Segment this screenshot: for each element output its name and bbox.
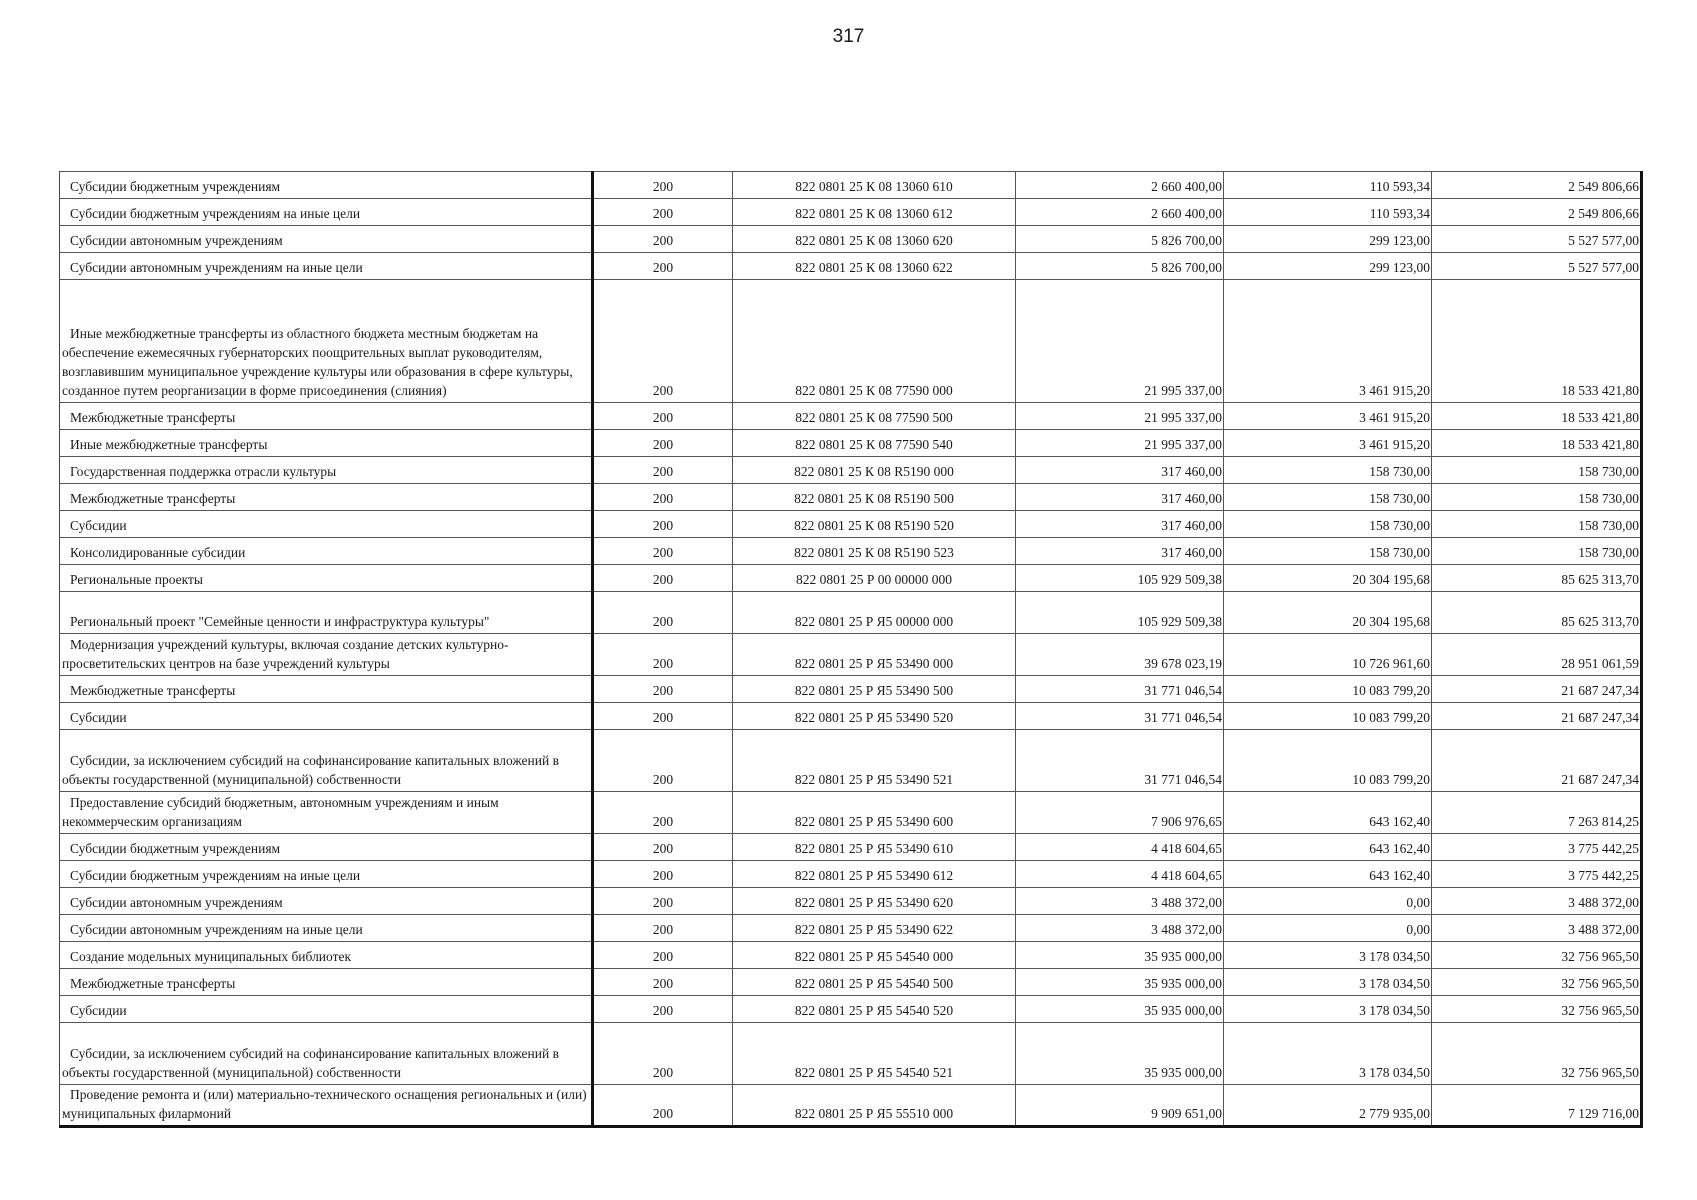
row-kbk: 822 0801 25 Р Я5 53490 520 <box>733 703 1016 730</box>
row-amount-2: 158 730,00 <box>1224 484 1432 511</box>
row-amount-3: 158 730,00 <box>1432 457 1642 484</box>
row-kbk: 822 0801 25 Р Я5 54540 521 <box>733 1023 1016 1085</box>
row-amount-3: 3 488 372,00 <box>1432 915 1642 942</box>
row-amount-1: 2 660 400,00 <box>1016 199 1224 226</box>
row-code: 200 <box>593 1023 733 1085</box>
table-row <box>60 511 1642 538</box>
row-kbk: 822 0801 25 К 08 13060 620 <box>733 226 1016 253</box>
row-name: Модернизация учреждений культуры, включая создание детских культурно-просветительских центров на базе учреждений культуры <box>60 634 593 676</box>
row-amount-3: 32 756 965,50 <box>1432 1023 1642 1085</box>
row-name: Субсидии бюджетным учреждениям <box>60 172 593 199</box>
row-name: Субсидии бюджетным учреждениям <box>60 834 593 861</box>
row-code: 200 <box>593 253 733 280</box>
row-code: 200 <box>593 792 733 834</box>
row-amount-2: 3 178 034,50 <box>1224 996 1432 1023</box>
row-name: Иные межбюджетные трансферты <box>60 430 593 457</box>
row-amount-3: 21 687 247,34 <box>1432 703 1642 730</box>
table-row <box>60 703 1642 730</box>
row-amount-1: 21 995 337,00 <box>1016 430 1224 457</box>
row-amount-3: 32 756 965,50 <box>1432 969 1642 996</box>
row-amount-2: 20 304 195,68 <box>1224 592 1432 634</box>
row-kbk: 822 0801 25 К 08 77590 500 <box>733 403 1016 430</box>
row-amount-2: 158 730,00 <box>1224 538 1432 565</box>
row-amount-1: 317 460,00 <box>1016 484 1224 511</box>
table-row <box>60 1023 1642 1085</box>
row-amount-1: 39 678 023,19 <box>1016 634 1224 676</box>
row-code: 200 <box>593 942 733 969</box>
row-code: 200 <box>593 1085 733 1127</box>
row-amount-3: 85 625 313,70 <box>1432 565 1642 592</box>
page-number: 317 <box>832 26 865 47</box>
row-name: Субсидии автономным учреждениям на иные цели <box>60 253 593 280</box>
row-amount-2: 3 178 034,50 <box>1224 1023 1432 1085</box>
row-amount-3: 158 730,00 <box>1432 538 1642 565</box>
row-amount-2: 643 162,40 <box>1224 834 1432 861</box>
row-amount-1: 21 995 337,00 <box>1016 403 1224 430</box>
row-amount-2: 643 162,40 <box>1224 792 1432 834</box>
row-amount-2: 110 593,34 <box>1224 199 1432 226</box>
table-row <box>60 834 1642 861</box>
row-name: Субсидии <box>60 996 593 1023</box>
row-amount-3: 5 527 577,00 <box>1432 226 1642 253</box>
table-row <box>60 792 1642 834</box>
row-amount-2: 10 726 961,60 <box>1224 634 1432 676</box>
row-amount-3: 21 687 247,34 <box>1432 730 1642 792</box>
row-amount-2: 10 083 799,20 <box>1224 676 1432 703</box>
row-code: 200 <box>593 565 733 592</box>
row-name: Субсидии, за исключением субсидий на софинансирование капитальных вложений в объекты государственной (муниципальной) собственности <box>60 730 593 792</box>
row-amount-2: 158 730,00 <box>1224 457 1432 484</box>
row-name: Субсидии, за исключением субсидий на софинансирование капитальных вложений в объекты государственной (муниципальной) собственности <box>60 1023 593 1085</box>
row-amount-1: 3 488 372,00 <box>1016 915 1224 942</box>
row-amount-1: 4 418 604,65 <box>1016 834 1224 861</box>
row-kbk: 822 0801 25 Р 00 00000 000 <box>733 565 1016 592</box>
row-code: 200 <box>593 403 733 430</box>
row-amount-1: 317 460,00 <box>1016 538 1224 565</box>
row-amount-2: 3 178 034,50 <box>1224 969 1432 996</box>
row-kbk: 822 0801 25 Р Я5 00000 000 <box>733 592 1016 634</box>
row-amount-1: 317 460,00 <box>1016 457 1224 484</box>
row-amount-1: 35 935 000,00 <box>1016 1023 1224 1085</box>
row-kbk: 822 0801 25 Р Я5 54540 520 <box>733 996 1016 1023</box>
table-row <box>60 457 1642 484</box>
row-kbk: 822 0801 25 Р Я5 53490 620 <box>733 888 1016 915</box>
row-kbk: 822 0801 25 К 08 R5190 520 <box>733 511 1016 538</box>
row-amount-3: 32 756 965,50 <box>1432 942 1642 969</box>
table-row <box>60 592 1642 634</box>
row-amount-2: 0,00 <box>1224 915 1432 942</box>
table-row <box>60 280 1642 403</box>
row-amount-3: 5 527 577,00 <box>1432 253 1642 280</box>
row-amount-1: 35 935 000,00 <box>1016 996 1224 1023</box>
row-kbk: 822 0801 25 Р Я5 54540 500 <box>733 969 1016 996</box>
row-amount-3: 21 687 247,34 <box>1432 676 1642 703</box>
row-amount-3: 18 533 421,80 <box>1432 280 1642 403</box>
row-code: 200 <box>593 280 733 403</box>
row-code: 200 <box>593 226 733 253</box>
row-kbk: 822 0801 25 К 08 R5190 523 <box>733 538 1016 565</box>
row-name: Региональный проект "Семейные ценности и инфраструктура культуры" <box>60 592 593 634</box>
row-amount-2: 3 461 915,20 <box>1224 403 1432 430</box>
row-amount-3: 3 775 442,25 <box>1432 861 1642 888</box>
row-code: 200 <box>593 592 733 634</box>
row-name: Предоставление субсидий бюджетным, автономным учреждениям и иным некоммерческим организациям <box>60 792 593 834</box>
row-kbk: 822 0801 25 К 08 77590 540 <box>733 430 1016 457</box>
table-row <box>60 403 1642 430</box>
row-code: 200 <box>593 915 733 942</box>
row-amount-2: 643 162,40 <box>1224 861 1432 888</box>
row-code: 200 <box>593 511 733 538</box>
row-amount-3: 158 730,00 <box>1432 484 1642 511</box>
row-kbk: 822 0801 25 К 08 13060 622 <box>733 253 1016 280</box>
table-row <box>60 538 1642 565</box>
row-amount-2: 3 461 915,20 <box>1224 430 1432 457</box>
row-code: 200 <box>593 634 733 676</box>
table-row <box>60 226 1642 253</box>
row-kbk: 822 0801 25 К 08 13060 610 <box>733 172 1016 199</box>
row-amount-3: 18 533 421,80 <box>1432 430 1642 457</box>
row-amount-2: 0,00 <box>1224 888 1432 915</box>
row-amount-2: 2 779 935,00 <box>1224 1085 1432 1127</box>
row-code: 200 <box>593 676 733 703</box>
row-kbk: 822 0801 25 Р Я5 53490 612 <box>733 861 1016 888</box>
table-row <box>60 565 1642 592</box>
row-name: Межбюджетные трансферты <box>60 484 593 511</box>
row-name: Консолидированные субсидии <box>60 538 593 565</box>
row-amount-1: 31 771 046,54 <box>1016 676 1224 703</box>
row-amount-1: 31 771 046,54 <box>1016 703 1224 730</box>
table-row <box>60 634 1642 676</box>
row-amount-1: 317 460,00 <box>1016 511 1224 538</box>
row-code: 200 <box>593 484 733 511</box>
row-name: Межбюджетные трансферты <box>60 403 593 430</box>
row-amount-2: 299 123,00 <box>1224 253 1432 280</box>
table-row <box>60 915 1642 942</box>
row-amount-1: 5 826 700,00 <box>1016 253 1224 280</box>
row-amount-2: 110 593,34 <box>1224 172 1432 199</box>
row-kbk: 822 0801 25 Р Я5 55510 000 <box>733 1085 1016 1127</box>
row-code: 200 <box>593 861 733 888</box>
table-row <box>60 861 1642 888</box>
table-row <box>60 199 1642 226</box>
table-row <box>60 430 1642 457</box>
row-kbk: 822 0801 25 Р Я5 53490 521 <box>733 730 1016 792</box>
row-amount-3: 85 625 313,70 <box>1432 592 1642 634</box>
row-name: Субсидии <box>60 703 593 730</box>
row-name: Государственная поддержка отрасли культуры <box>60 457 593 484</box>
row-kbk: 822 0801 25 К 08 R5190 500 <box>733 484 1016 511</box>
row-kbk: 822 0801 25 Р Я5 54540 000 <box>733 942 1016 969</box>
table-row <box>60 676 1642 703</box>
row-name: Субсидии автономным учреждениям <box>60 888 593 915</box>
row-amount-1: 31 771 046,54 <box>1016 730 1224 792</box>
row-code: 200 <box>593 834 733 861</box>
row-kbk: 822 0801 25 К 08 R5190 000 <box>733 457 1016 484</box>
row-amount-3: 28 951 061,59 <box>1432 634 1642 676</box>
row-code: 200 <box>593 172 733 199</box>
row-name: Межбюджетные трансферты <box>60 969 593 996</box>
row-amount-2: 158 730,00 <box>1224 511 1432 538</box>
table-row <box>60 996 1642 1023</box>
row-kbk: 822 0801 25 К 08 13060 612 <box>733 199 1016 226</box>
row-amount-1: 105 929 509,38 <box>1016 592 1224 634</box>
row-amount-2: 3 178 034,50 <box>1224 942 1432 969</box>
table-row <box>60 1085 1642 1127</box>
row-amount-3: 18 533 421,80 <box>1432 403 1642 430</box>
row-amount-3: 32 756 965,50 <box>1432 996 1642 1023</box>
budget-table-body <box>60 172 1642 1127</box>
row-name: Иные межбюджетные трансферты из областного бюджета местным бюджетам на обеспечение ежемесячных губернаторских поощрительных выплат руководителям, возглавившим муниципальное учреждение культуры или образования в сфере культуры, созданное путем реорганизации в форме присоединения (слияния) <box>60 280 593 403</box>
row-code: 200 <box>593 730 733 792</box>
row-amount-1: 5 826 700,00 <box>1016 226 1224 253</box>
row-kbk: 822 0801 25 Р Я5 53490 610 <box>733 834 1016 861</box>
row-name: Субсидии бюджетным учреждениям на иные цели <box>60 861 593 888</box>
row-code: 200 <box>593 888 733 915</box>
row-code: 200 <box>593 996 733 1023</box>
row-amount-2: 3 461 915,20 <box>1224 280 1432 403</box>
row-name: Создание модельных муниципальных библиотек <box>60 942 593 969</box>
row-amount-1: 2 660 400,00 <box>1016 172 1224 199</box>
table-row <box>60 484 1642 511</box>
row-kbk: 822 0801 25 Р Я5 53490 622 <box>733 915 1016 942</box>
row-amount-2: 10 083 799,20 <box>1224 703 1432 730</box>
row-code: 200 <box>593 969 733 996</box>
table-row <box>60 172 1642 199</box>
row-amount-1: 105 929 509,38 <box>1016 565 1224 592</box>
row-amount-3: 158 730,00 <box>1432 511 1642 538</box>
row-name: Региональные проекты <box>60 565 593 592</box>
row-amount-3: 3 488 372,00 <box>1432 888 1642 915</box>
table-row <box>60 969 1642 996</box>
row-code: 200 <box>593 703 733 730</box>
row-name: Субсидии автономным учреждениям на иные цели <box>60 915 593 942</box>
row-amount-1: 4 418 604,65 <box>1016 861 1224 888</box>
row-amount-1: 35 935 000,00 <box>1016 969 1224 996</box>
table-row <box>60 253 1642 280</box>
row-amount-1: 7 906 976,65 <box>1016 792 1224 834</box>
row-name: Субсидии <box>60 511 593 538</box>
row-code: 200 <box>593 199 733 226</box>
budget-table <box>59 171 1643 1128</box>
row-amount-2: 10 083 799,20 <box>1224 730 1432 792</box>
row-kbk: 822 0801 25 Р Я5 53490 000 <box>733 634 1016 676</box>
row-amount-3: 2 549 806,66 <box>1432 199 1642 226</box>
row-amount-2: 20 304 195,68 <box>1224 565 1432 592</box>
row-amount-3: 7 263 814,25 <box>1432 792 1642 834</box>
row-amount-1: 9 909 651,00 <box>1016 1085 1224 1127</box>
row-name: Проведение ремонта и (или) материально-технического оснащения региональных и (или) муниципальных филармоний <box>60 1085 593 1127</box>
row-amount-3: 7 129 716,00 <box>1432 1085 1642 1127</box>
row-amount-1: 35 935 000,00 <box>1016 942 1224 969</box>
row-code: 200 <box>593 430 733 457</box>
row-kbk: 822 0801 25 Р Я5 53490 600 <box>733 792 1016 834</box>
row-name: Субсидии автономным учреждениям <box>60 226 593 253</box>
row-amount-3: 2 549 806,66 <box>1432 172 1642 199</box>
row-amount-2: 299 123,00 <box>1224 226 1432 253</box>
row-amount-1: 3 488 372,00 <box>1016 888 1224 915</box>
row-name: Субсидии бюджетным учреждениям на иные цели <box>60 199 593 226</box>
row-code: 200 <box>593 457 733 484</box>
row-name: Межбюджетные трансферты <box>60 676 593 703</box>
row-kbk: 822 0801 25 К 08 77590 000 <box>733 280 1016 403</box>
table-row <box>60 730 1642 792</box>
table-row <box>60 888 1642 915</box>
row-code: 200 <box>593 538 733 565</box>
table-row <box>60 942 1642 969</box>
row-kbk: 822 0801 25 Р Я5 53490 500 <box>733 676 1016 703</box>
row-amount-3: 3 775 442,25 <box>1432 834 1642 861</box>
row-amount-1: 21 995 337,00 <box>1016 280 1224 403</box>
